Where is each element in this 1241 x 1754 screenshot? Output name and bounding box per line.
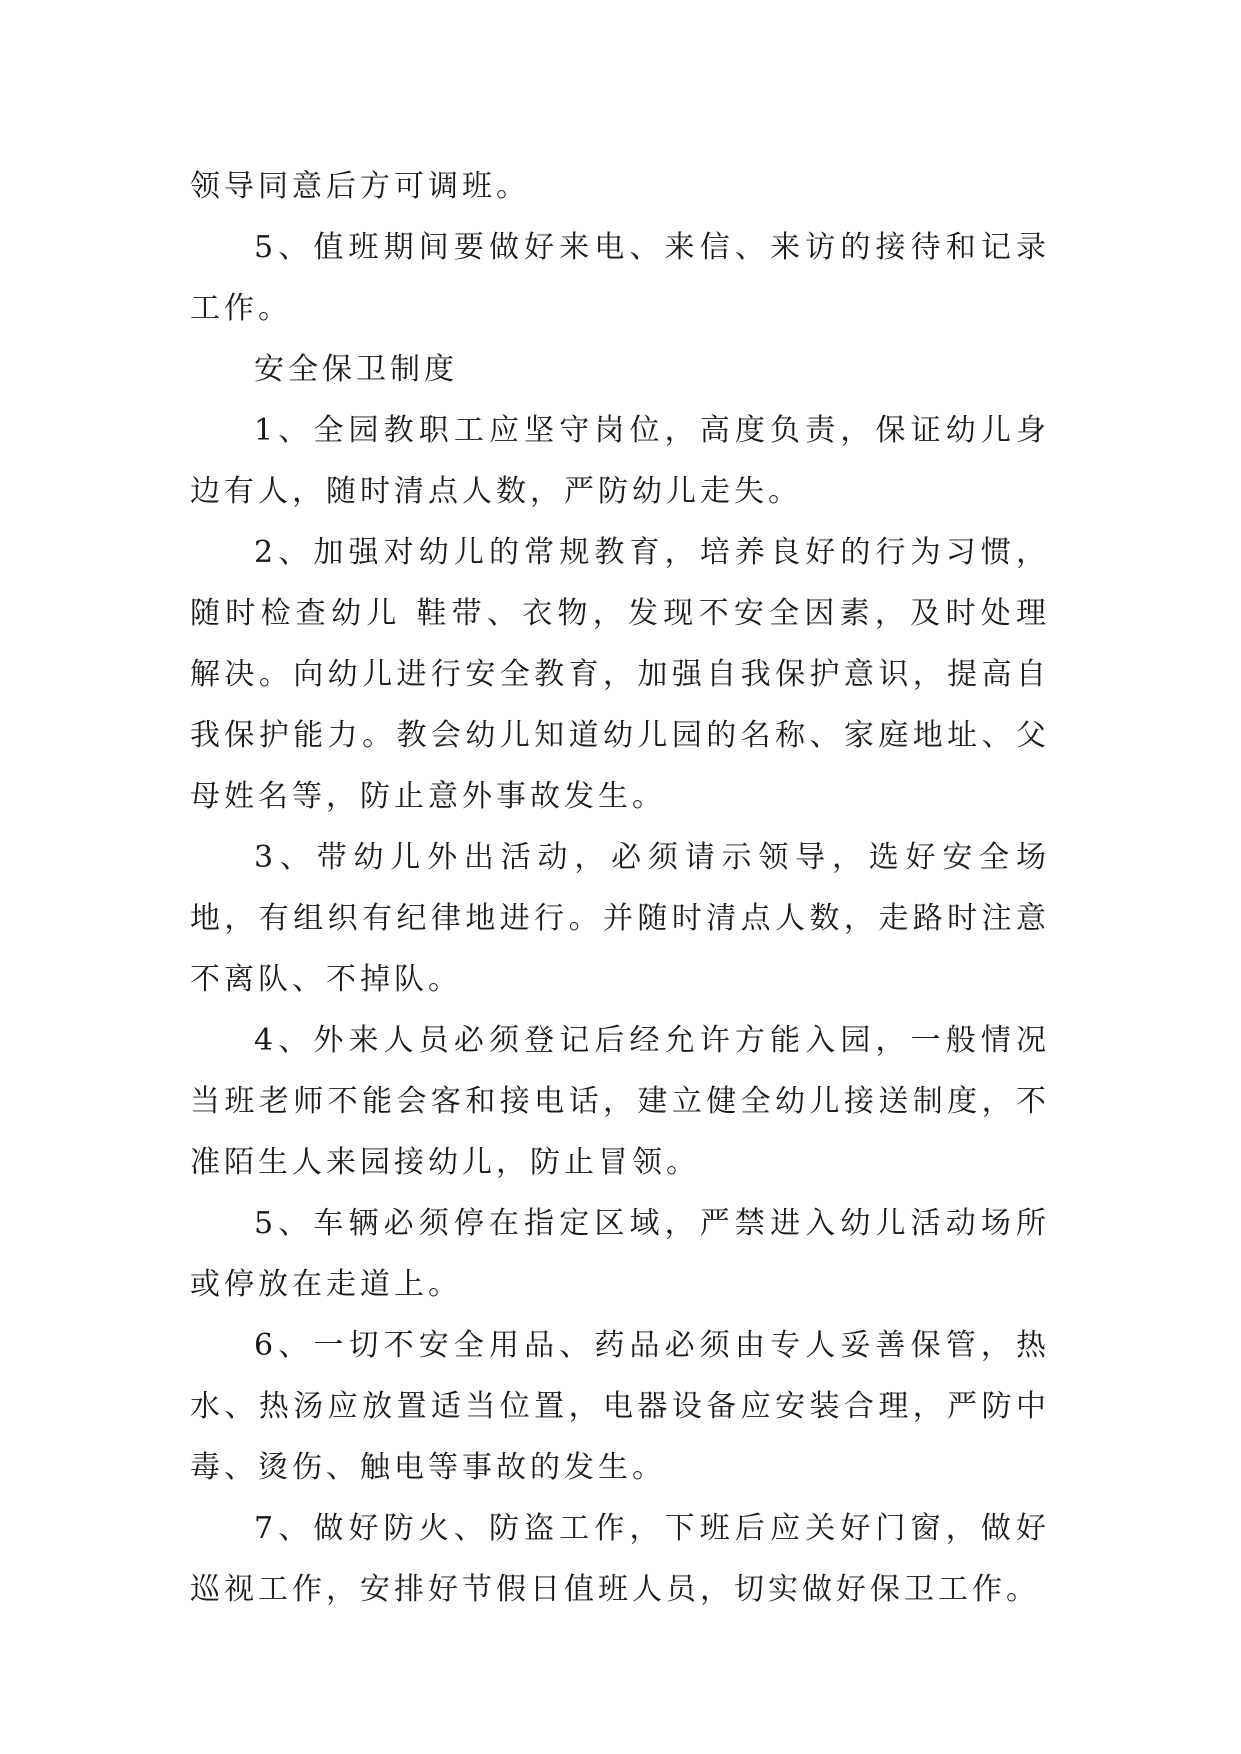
paragraph-security-item-7: 7、做好防火、防盗工作，下班后应关好门窗，做好巡视工作，安排好节假日值班人员，切实做好保卫工作。	[190, 1511, 1050, 1607]
paragraph-security-item-2: 2、加强对幼儿的常规教育，培养良好的行为习惯，随时检查幼儿 鞋带、衣物，发现不安全因素，及时处理解决。向幼儿进行安全教育，加强自我保护意识，提高自我保护能力。教会幼儿知道幼儿园的名称、家庭地址、父母姓名等，防止意外事故发生。	[190, 535, 1050, 814]
section-heading: 安全保卫制度	[254, 352, 458, 387]
paragraph-security-item-6: 6、一切不安全用品、药品必须由专人妥善保管，热水、热汤应放置适当位置，电器设备应安装合理，严防中毒、烫伤、触电等事故的发生。	[190, 1328, 1050, 1485]
paragraph-duty-item-5: 5、值班期间要做好来电、来信、来访的接待和记录工作。	[190, 230, 1050, 326]
paragraph-security-item-4: 4、外来人员必须登记后经允许方能入园，一般情况当班老师不能会客和接电话，建立健全幼儿接送制度，不准陌生人来园接幼儿，防止冒领。	[190, 1023, 1050, 1180]
paragraph-security-item-3: 3、带幼儿外出活动，必须请示领导，选好安全场地，有组织有纪律地进行。并随时清点人数，走路时注意不离队、不掉队。	[190, 840, 1050, 997]
paragraph-security-item-5: 5、车辆必须停在指定区域，严禁进入幼儿活动场所或停放在走道上。	[190, 1206, 1050, 1302]
paragraph-security-item-1: 1、全园教职工应坚守岗位，高度负责，保证幼儿身边有人，随时清点人数，严防幼儿走失。	[190, 413, 1050, 509]
document-body	[190, 156, 1050, 1620]
paragraph-continuation: 领导同意后方可调班。	[190, 169, 530, 204]
